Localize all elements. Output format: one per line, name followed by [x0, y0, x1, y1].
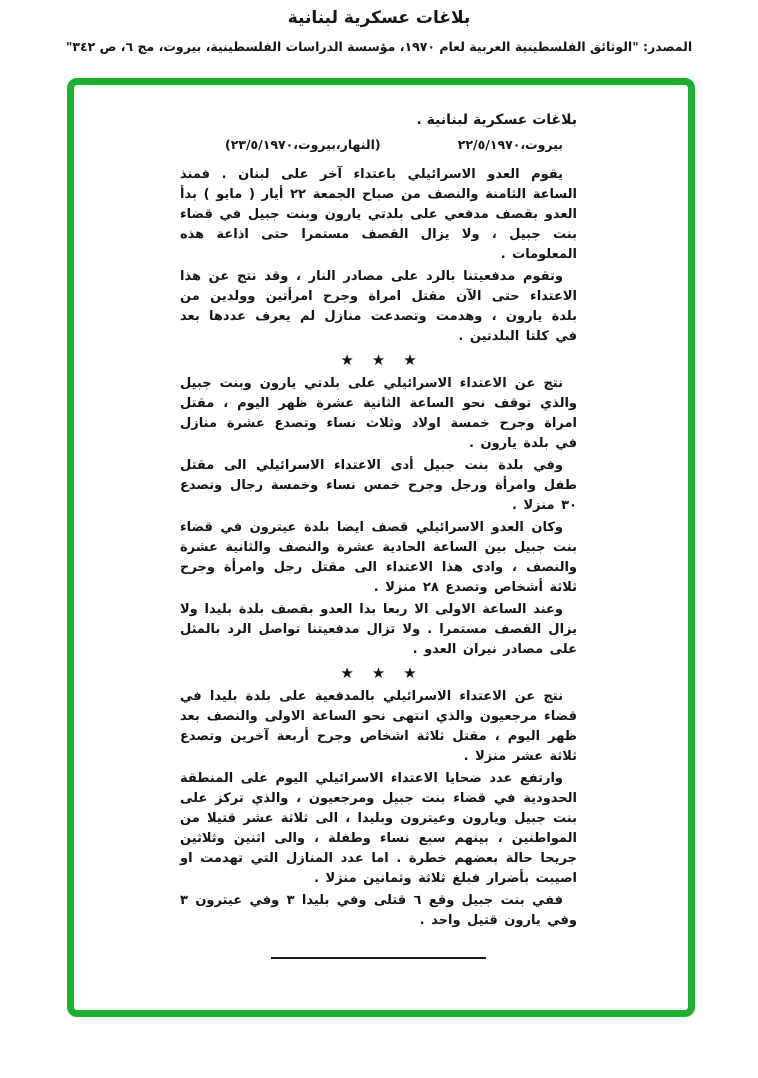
paragraph: وعند الساعة الاولى الا ربعا بدا العدو بقصف بلدة بليدا ولا يزال القصف مستمرا . ولا تزال مدفعيتنا تواصل الرد بالمثل على مصادر نيران العدو . — [180, 602, 577, 657]
star-icon: ★ — [403, 351, 417, 369]
dateline-source-ref: (النهار،بيروت،٢٣/٥/١٩٧٠) — [225, 137, 381, 152]
paragraph: يقوم العدو الاسرائيلي باعتداء آخر على لبنان . فمنذ الساعة الثامنة والنصف من صباح الجمعة ٢٢ أيار ( مايو ) بدأ العدو بقصف مدفعي على بلدتي يارون وبنت جبيل في قضاء بنت جبيل ، ولا يزال القصف مستمرا حتى اذاعة هذه المعلومات . — [180, 167, 577, 262]
stars-separator — [180, 663, 577, 683]
paragraph: وكان العدو الاسرائيلي قصف ايضا بلدة عيترون في قضاء بنت جبيل بين الساعة الحادية عشرة والنصف والثانية عشرة والنصف ، وادى هذا الاعتداء الى مقتل رجل وامرأة وجرح ثلاثة أشخاص وتصدع ٢٨ منزلا . — [180, 520, 577, 595]
document-frame — [67, 78, 695, 1017]
paragraph: نتج عن الاعتداء الاسرائيلي على بلدتي يارون وبنت جبيل والذي توقف نحو الساعة الثانية عشرة ظهر اليوم ، مقتل امراة وجرح خمسة اولاد وثلاث نساء وتصدع عشرة منازل في بلدة يارون . — [180, 376, 577, 451]
page-title: بلاغات عسكرية لبنانية — [287, 8, 471, 28]
star-icon: ★ — [340, 351, 354, 369]
star-icon: ★ — [371, 664, 386, 682]
dateline-place-date: بيروت،٢٢/٥/١٩٧٠ — [457, 137, 563, 152]
stars-separator — [180, 350, 577, 370]
star-icon: ★ — [371, 351, 386, 369]
paragraph: وفي بلدة بنت جبيل أدى الاعتداء الاسرائيلي الى مقتل طفل وامرأة ورجل وجرح خمس نساء وخمسة رجال وتصدع ٣٠ منزلا . — [180, 458, 577, 513]
page-source: المصدر: "الوثائق الفلسطينية العربية لعام ١٩٧٠، مؤسسة الدراسات الفلسطينية، بيروت، مج ٦، ص ٣٤٢" — [65, 39, 693, 54]
dateline — [180, 137, 577, 152]
page-header — [0, 0, 758, 54]
paragraph: وتقوم مدفعيتنا بالرد على مصادر النار ، وقد نتج عن هذا الاعتداء حتى الآن مقتل امراة وجرح امرأتين وولدين من بلدة يارون ، وهدمت وتصدعت منازل لم يعرف عددها بعد في كلتا البلدتين . — [180, 269, 577, 344]
bottom-rule — [271, 957, 486, 959]
paragraph: ففي بنت جبيل وقع ٦ قتلى وفي بليدا ٣ وفي عيترون ٣ وفي يارون قتيل واحد . — [180, 893, 577, 928]
paragraph: نتج عن الاعتداء الاسرائيلي بالمدفعية على بلدة بليدا في قضاء مرجعيون والذي انتهى نحو الساعة الاولى والنصف بعد ظهر اليوم ، مقتل ثلاثة اشخاص وجرح أربعة آخرين وتصدع ثلاثة عشر منزلا . — [180, 689, 577, 764]
paragraph: وارتفع عدد ضحايا الاعتداء الاسرائيلي اليوم على المنطقة الحدودية في قضاء بنت جبيل ومرجعيون ، والذي تركز على بنت جبيل ويارون وعيترون وبليدا ، الى ثلاثة عشر قتيلا من المواطنين ، بينهم سبع نساء وطفلة ، والى اثنين وثلاثين جريحا حالة بعضهم خطرة . اما عدد المنازل التي تهدمت او اصيبت بأضرار فبلغ ثلاثة وثمانين منزلا . — [180, 771, 577, 886]
document-heading: بلاغات عسكرية لبنانية . — [416, 112, 577, 128]
star-icon: ★ — [403, 664, 417, 682]
document-body — [180, 165, 577, 931]
star-icon: ★ — [340, 664, 354, 682]
